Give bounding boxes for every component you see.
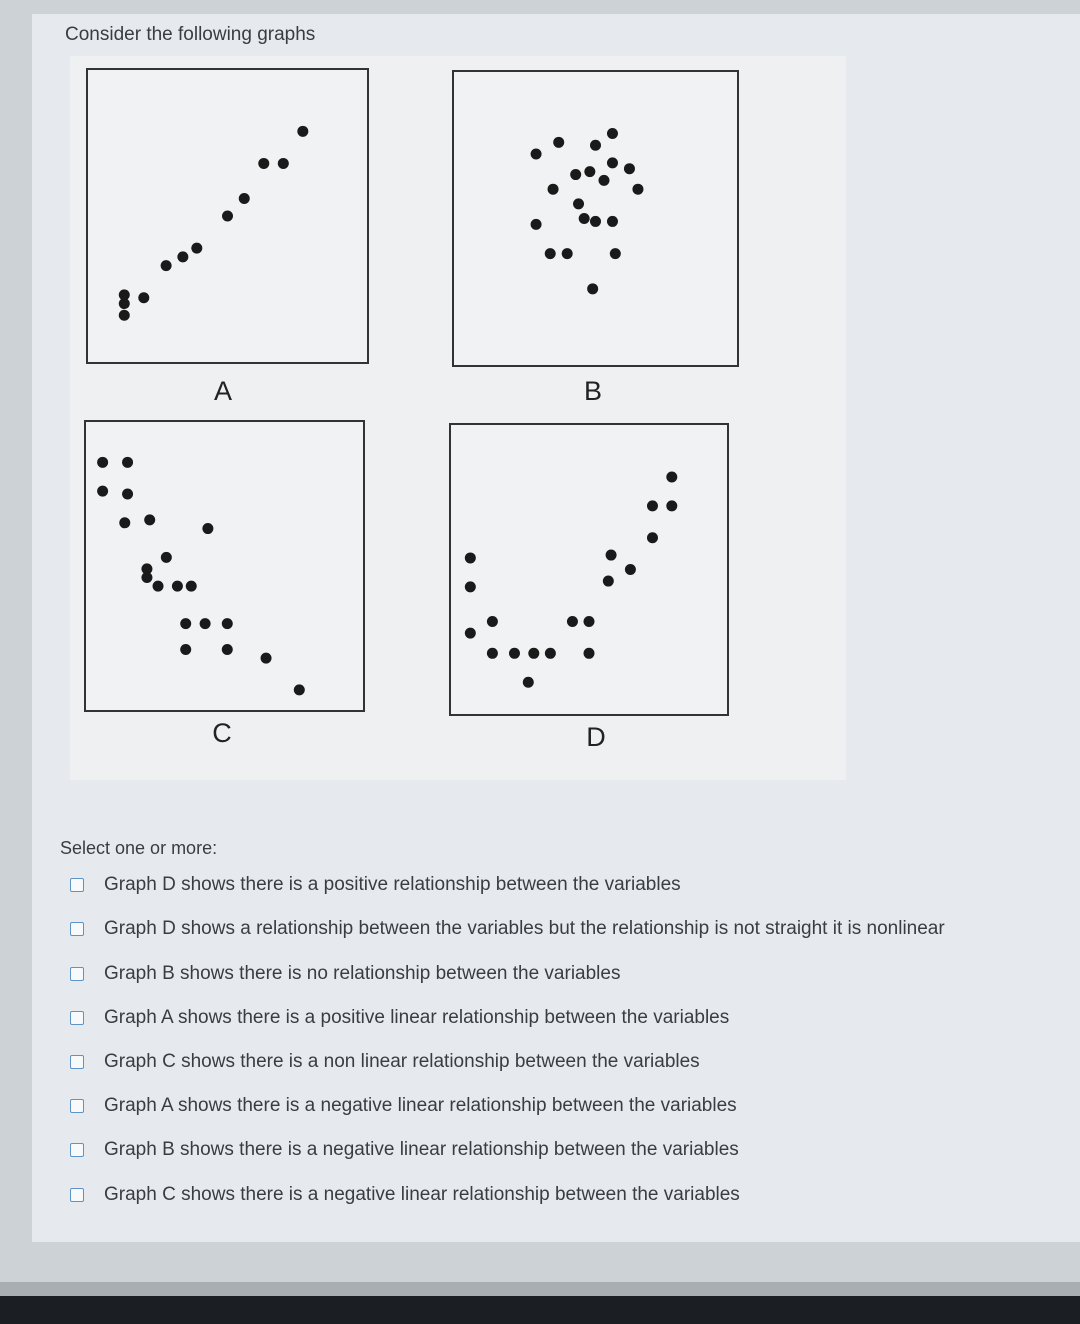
graph-d-point-15 bbox=[625, 564, 636, 575]
option-1-checkbox[interactable] bbox=[70, 878, 84, 892]
graph-a-svg bbox=[88, 70, 367, 362]
option-4[interactable] bbox=[70, 1007, 729, 1029]
graph-d-point-4 bbox=[487, 616, 498, 627]
graph-b-point-4 bbox=[607, 128, 618, 139]
graph-d-point-18 bbox=[666, 500, 677, 511]
graph-b-point-1 bbox=[531, 149, 542, 160]
graph-a-point-4 bbox=[138, 292, 149, 303]
graph-d-point-14 bbox=[603, 576, 614, 587]
graph-d-label: D bbox=[586, 722, 606, 752]
option-2[interactable] bbox=[70, 918, 945, 940]
graphs-figure bbox=[70, 56, 846, 780]
option-7-checkbox[interactable] bbox=[70, 1143, 84, 1157]
select-instruction: Select one or more: bbox=[60, 838, 218, 858]
graph-c-point-13 bbox=[186, 581, 197, 592]
graph-c-point-20 bbox=[294, 684, 305, 695]
graph-a-point-11 bbox=[278, 158, 289, 169]
graph-a-label: A bbox=[213, 376, 232, 406]
option-4-checkbox[interactable] bbox=[70, 1011, 84, 1025]
option-1-label: Graph D shows there is a positive relationship between the variables bbox=[104, 874, 681, 895]
graph-c-point-1 bbox=[97, 457, 108, 468]
graph-a-point-3 bbox=[119, 310, 130, 321]
graph-d-point-17 bbox=[647, 500, 658, 511]
graph-b-point-7 bbox=[584, 166, 595, 177]
graph-b-point-14 bbox=[590, 216, 601, 227]
monitor-bezel bbox=[0, 1296, 1080, 1324]
graph-b-point-5 bbox=[548, 184, 559, 195]
graph-b-point-12 bbox=[573, 198, 584, 209]
option-4-label: Graph A shows there is a positive linear relationship between the variables bbox=[104, 1007, 730, 1028]
graph-a-point-12 bbox=[297, 126, 308, 137]
option-3-label: Graph B shows there is no relationship between the variables bbox=[104, 963, 621, 984]
graph-b-point-20 bbox=[587, 283, 598, 294]
graph-b-point-11 bbox=[632, 184, 643, 195]
graph-a-box bbox=[86, 68, 369, 364]
option-6-checkbox[interactable] bbox=[70, 1099, 84, 1113]
graph-a-point-9 bbox=[239, 193, 250, 204]
graph-c-point-17 bbox=[180, 644, 191, 655]
graph-b-label: B bbox=[583, 376, 602, 406]
graph-d-point-8 bbox=[545, 648, 556, 659]
graph-c-point-6 bbox=[144, 514, 155, 525]
option-8[interactable] bbox=[70, 1184, 740, 1206]
graph-a-point-6 bbox=[177, 251, 188, 262]
graph-b-point-16 bbox=[531, 219, 542, 230]
graph-b-point-8 bbox=[598, 175, 609, 186]
graph-a-point-5 bbox=[161, 260, 172, 271]
graph-b-point-3 bbox=[590, 140, 601, 151]
option-2-label: Graph D shows a relationship between the variables but the relationship is not straight it is nonlinear bbox=[104, 918, 945, 939]
graph-c-point-10 bbox=[141, 572, 152, 583]
graph-d-point-2 bbox=[465, 581, 476, 592]
graph-d-point-12 bbox=[584, 648, 595, 659]
option-2-checkbox[interactable] bbox=[70, 922, 84, 936]
graph-c-point-11 bbox=[153, 581, 164, 592]
graph-d-point-3 bbox=[465, 628, 476, 639]
graph-b-point-9 bbox=[607, 157, 618, 168]
graph-c-point-14 bbox=[180, 618, 191, 629]
option-5-label: Graph C shows there is a non linear relationship between the variables bbox=[104, 1051, 700, 1072]
graph-c-svg bbox=[86, 422, 363, 710]
option-5[interactable] bbox=[70, 1051, 700, 1073]
graph-d-box bbox=[449, 423, 729, 716]
graph-a-point-10 bbox=[258, 158, 269, 169]
graph-c-point-15 bbox=[200, 618, 211, 629]
graph-c-point-2 bbox=[122, 457, 133, 468]
graph-c-point-5 bbox=[119, 517, 130, 528]
graph-b-point-6 bbox=[570, 169, 581, 180]
graph-c-point-3 bbox=[97, 486, 108, 497]
graph-b-point-19 bbox=[610, 248, 621, 259]
graph-b-point-18 bbox=[562, 248, 573, 259]
graph-c-box bbox=[84, 420, 365, 712]
option-1[interactable] bbox=[70, 874, 681, 896]
graph-d-point-10 bbox=[567, 616, 578, 627]
graph-d-point-16 bbox=[647, 532, 658, 543]
graph-a-point-7 bbox=[191, 243, 202, 254]
graph-b-svg bbox=[454, 72, 737, 365]
graph-b-box bbox=[452, 70, 739, 367]
option-6[interactable] bbox=[70, 1095, 737, 1117]
graph-b-point-2 bbox=[553, 137, 564, 148]
option-3-checkbox[interactable] bbox=[70, 967, 84, 981]
option-8-label: Graph C shows there is a negative linear relationship between the variables bbox=[104, 1184, 740, 1205]
option-3[interactable] bbox=[70, 963, 620, 985]
option-7[interactable] bbox=[70, 1139, 739, 1161]
graph-d-point-1 bbox=[465, 552, 476, 563]
option-5-checkbox[interactable] bbox=[70, 1055, 84, 1069]
graph-d-point-5 bbox=[487, 648, 498, 659]
graph-b-point-10 bbox=[624, 163, 635, 174]
graph-c-point-18 bbox=[222, 644, 233, 655]
graph-d-point-11 bbox=[584, 616, 595, 627]
question-card bbox=[32, 14, 1080, 1242]
graph-d-point-9 bbox=[523, 677, 534, 688]
graph-d-point-6 bbox=[509, 648, 520, 659]
option-6-label: Graph A shows there is a negative linear relationship between the variables bbox=[104, 1095, 737, 1116]
graph-b-point-13 bbox=[579, 213, 590, 224]
graph-d-point-13 bbox=[606, 550, 617, 561]
graph-b-point-17 bbox=[545, 248, 556, 259]
graph-c-point-8 bbox=[161, 552, 172, 563]
graph-c-point-12 bbox=[172, 581, 183, 592]
graph-c-label: C bbox=[212, 718, 232, 748]
option-8-checkbox[interactable] bbox=[70, 1188, 84, 1202]
graph-a-point-8 bbox=[222, 211, 233, 222]
graph-a-point-2 bbox=[119, 298, 130, 309]
option-7-label: Graph B shows there is a negative linear relationship between the variables bbox=[104, 1139, 739, 1160]
graph-c-point-16 bbox=[222, 618, 233, 629]
graph-d-svg bbox=[451, 425, 727, 714]
question-prompt: Consider the following graphs bbox=[65, 24, 316, 45]
graph-b-point-15 bbox=[607, 216, 618, 227]
graph-d-point-19 bbox=[666, 472, 677, 483]
monitor-bezel-shadow bbox=[0, 1282, 1080, 1296]
graph-c-point-4 bbox=[122, 489, 133, 500]
graph-c-point-7 bbox=[202, 523, 213, 534]
graph-c-point-19 bbox=[261, 653, 272, 664]
graph-d-point-7 bbox=[528, 648, 539, 659]
